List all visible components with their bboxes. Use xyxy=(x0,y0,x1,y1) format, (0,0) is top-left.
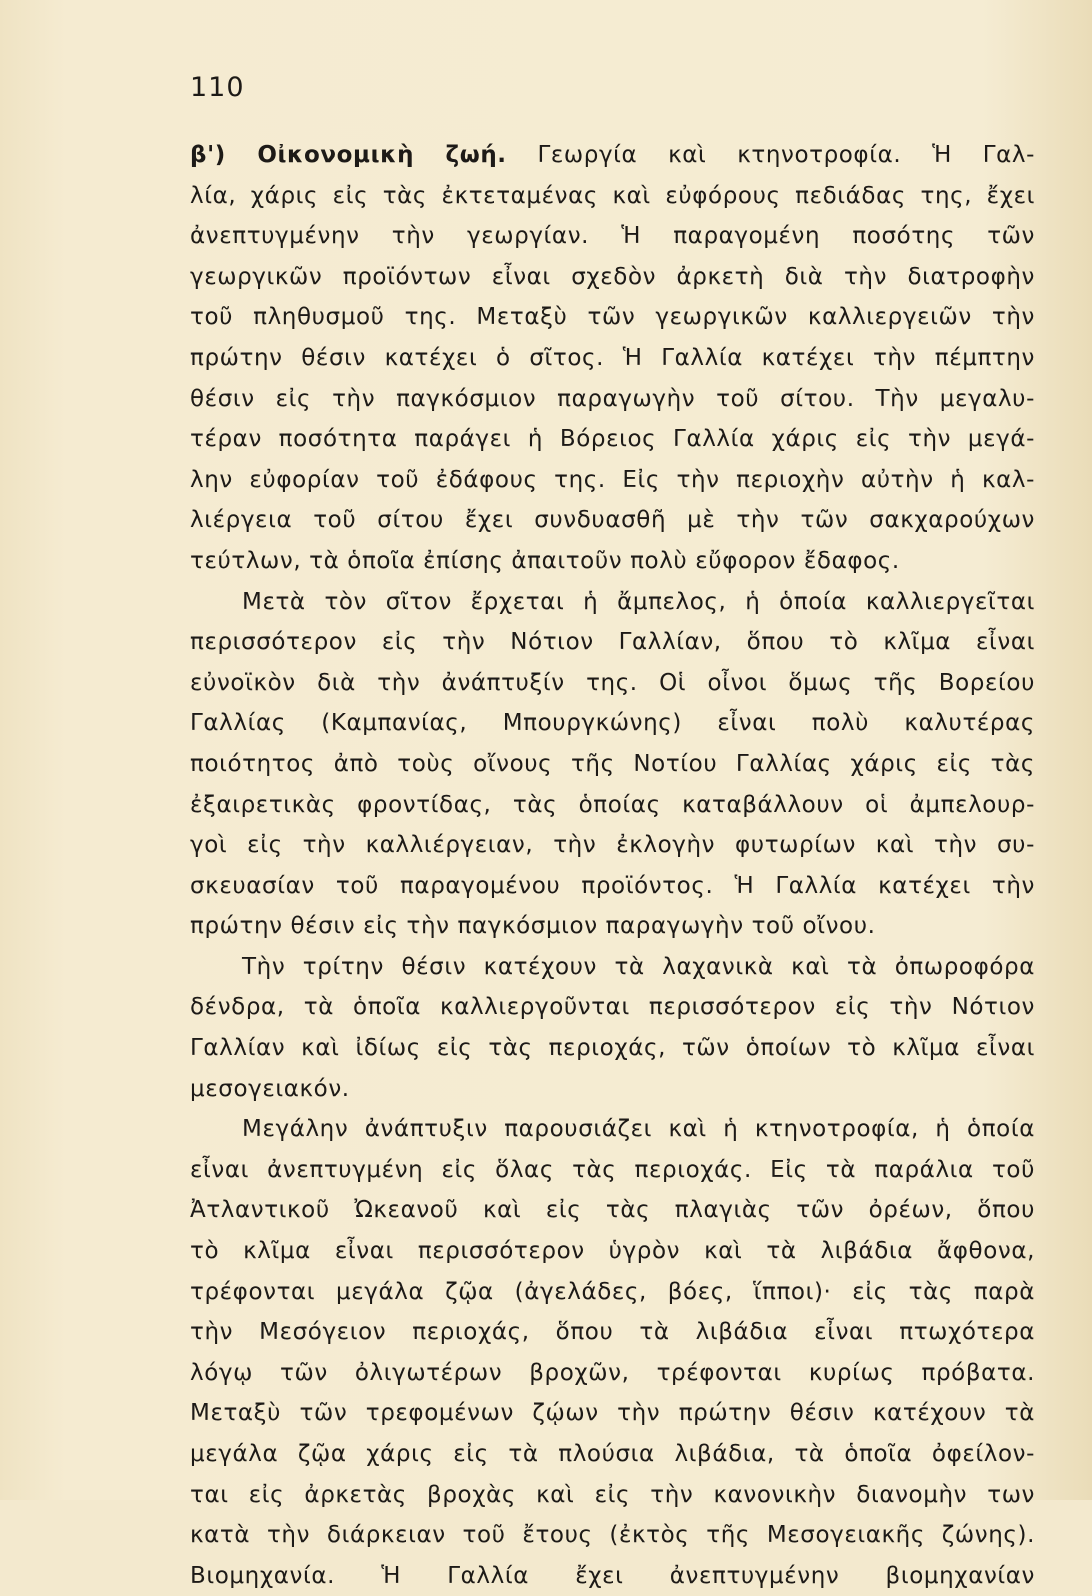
text-line xyxy=(190,785,1035,826)
line-text: Τὴν τρίτην θέσιν κατέχουν τὰ λαχανικὰ καὶ τὰ ὀπωροφόρα xyxy=(242,953,1035,980)
line-text: Μεταξὺ τῶν τρεφομένων ζῴων τὴν πρώτην θέσιν κατέχουν τὰ xyxy=(190,1400,1035,1427)
line-text: λία, χάρις εἰς τὰς ἐκτεταμένας καὶ εὐφόρους πεδιάδας της, ἔχει xyxy=(190,182,1035,209)
line-text: τέραν ποσότητα παράγει ἡ Βόρειος Γαλλία χάρις εἰς τὴν μεγά- xyxy=(190,426,1035,453)
line-text: λην εὐφορίαν τοῦ ἐδάφους της. Εἰς τὴν περιοχὴν αὐτὴν ἡ καλ- xyxy=(190,466,1035,493)
line-text: τὴν Μεσόγειον περιοχάς, ὅπου τὰ λιβάδια εἶναι πτωχότερα xyxy=(190,1319,1035,1346)
text-line xyxy=(190,500,1035,541)
line-text: τρέφονται μεγάλα ζῷα (ἀγελάδες, βόες, ἵπποι)· εἰς τὰς παρὰ xyxy=(190,1278,1035,1305)
line-text: εὐνοϊκὸν διὰ τὴν ἀνάπτυξίν της. Οἱ οἶνοι ὅμως τῆς Βορείου xyxy=(190,669,1035,696)
line-text: περισσότερον εἰς τὴν Νότιον Γαλλίαν, ὅπου τὸ κλῖμα εἶναι xyxy=(190,629,1035,656)
line-text: ἀνεπτυγμένην τὴν γεωργίαν. Ἡ παραγομένη ποσότης τῶν xyxy=(190,223,1035,250)
text-line xyxy=(190,338,1035,379)
text-line xyxy=(190,703,1035,744)
line-text: πρώτην θέσιν εἰς τὴν παγκόσμιον παραγωγὴν τοῦ οἴνου. xyxy=(190,913,876,940)
line-text: εἶναι ἀνεπτυγμένη εἰς ὅλας τὰς περιοχάς. Εἰς τὰ παράλια τοῦ xyxy=(190,1156,1035,1183)
text-line xyxy=(190,1190,1035,1231)
text-line xyxy=(190,1272,1035,1313)
text-line xyxy=(190,257,1035,298)
line-text: τὸ κλῖμα εἶναι περισσότερον ὑγρὸν καὶ τὰ λιβάδια ἄφθονα, xyxy=(190,1238,1035,1265)
text-line xyxy=(190,1150,1035,1191)
text-line xyxy=(190,460,1035,501)
text-line xyxy=(190,825,1035,866)
text-line xyxy=(190,1069,1035,1110)
line-text: πρώτην θέσιν κατέχει ὁ σῖτος. Ἡ Γαλλία κατέχει τὴν πέμπτην xyxy=(190,344,1035,371)
text-line xyxy=(190,1028,1035,1069)
text-line xyxy=(190,582,1035,623)
line-text: μεσογειακόν. xyxy=(190,1075,350,1102)
text-line xyxy=(190,1515,1035,1556)
line-text: λόγῳ τῶν ὀλιγωτέρων βροχῶν, τρέφονται κυρίως πρόβατα. xyxy=(190,1359,1035,1386)
text-line xyxy=(190,135,1035,176)
line-text: Γαλλίαν καὶ ἰδίως εἰς τὰς περιοχάς, τῶν ὁποίων τὸ κλῖμα εἶναι xyxy=(190,1035,1035,1062)
line-text: Βιομηχανία. Ἡ Γαλλία ἔχει ἀνεπτυγμένην βιομηχανίαν xyxy=(190,1562,1035,1589)
text-line xyxy=(190,297,1035,338)
line-text: τεύτλων, τὰ ὁποῖα ἐπίσης ἀπαιτοῦν πολὺ εὔφορον ἔδαφος. xyxy=(190,547,900,574)
text-line xyxy=(190,1231,1035,1272)
text-line xyxy=(190,866,1035,907)
text-line xyxy=(190,379,1035,420)
line-text: Μετὰ τὸν σῖτον ἔρχεται ἡ ἄμπελος, ἡ ὁποία καλλιεργεῖται xyxy=(242,588,1035,615)
text-line xyxy=(190,541,1035,582)
text-line xyxy=(190,1393,1035,1434)
line-text: μεγάλα ζῷα χάρις εἰς τὰ πλούσια λιβάδια, τὰ ὁποῖα ὀφείλον- xyxy=(190,1441,1035,1467)
body-text xyxy=(190,135,1035,1596)
text-line xyxy=(190,987,1035,1028)
text-line xyxy=(190,906,1035,947)
line-text: Ἀτλαντικοῦ Ὠκεανοῦ καὶ εἰς τὰς πλαγιὰς τῶν ὀρέων, ὅπου xyxy=(190,1197,1035,1224)
text-line xyxy=(190,947,1035,988)
line-text: Μεγάλην ἀνάπτυξιν παρουσιάζει καὶ ἡ κτηνοτροφία, ἡ ὁποία xyxy=(242,1116,1035,1143)
line-text: ποιότητος ἀπὸ τοὺς οἴνους τῆς Νοτίου Γαλλίας χάρις εἰς τὰς xyxy=(190,750,1035,777)
text-line xyxy=(190,1353,1035,1394)
text-line xyxy=(190,622,1035,663)
line-text: ται εἰς ἀρκετὰς βροχὰς καὶ εἰς τὴν κανονικὴν διανομὴν των xyxy=(190,1481,1035,1508)
line-text: Γαλλίας (Καμπανίας, Μπουργκώνης) εἶναι πολὺ καλυτέρας xyxy=(190,710,1035,737)
text-line xyxy=(190,1475,1035,1516)
line-text: θέσιν εἰς τὴν παγκόσμιον παραγωγὴν τοῦ σίτου. Τὴν μεγαλυ- xyxy=(190,385,1035,412)
line-text: ἐξαιρετικὰς φροντίδας, τὰς ὁποίας καταβάλλουν οἱ ἀμπελουρ- xyxy=(190,791,1035,818)
text-line xyxy=(190,216,1035,257)
line-text: κατὰ τὴν διάρκειαν τοῦ ἔτους (ἐκτὸς τῆς Μεσογειακῆς ζώνης). xyxy=(190,1522,1035,1549)
text-line xyxy=(190,176,1035,217)
line-text: σκευασίαν τοῦ παραγομένου προϊόντος. Ἡ Γαλλία κατέχει τὴν xyxy=(190,872,1035,899)
line-text: δένδρα, τὰ ὁποῖα καλλιεργοῦνται περισσότερον εἰς τὴν Νότιον xyxy=(190,994,1035,1021)
page-number: 110 xyxy=(190,72,245,103)
line-text: τοῦ πληθυσμοῦ της. Μεταξὺ τῶν γεωργικῶν καλλιεργειῶν τὴν xyxy=(190,304,1035,331)
text-line xyxy=(190,663,1035,704)
text-line xyxy=(190,744,1035,785)
line-text: λιέργεια τοῦ σίτου ἔχει συνδυασθῆ μὲ τὴν τῶν σακχαρούχων xyxy=(190,507,1035,534)
text-line xyxy=(190,1312,1035,1353)
text-line xyxy=(190,1556,1035,1596)
text-line xyxy=(190,1109,1035,1150)
text-line xyxy=(190,419,1035,460)
line-text: γοὶ εἰς τὴν καλλιέργειαν, τὴν ἐκλογὴν φυτωρίων καὶ τὴν συ- xyxy=(190,832,1035,859)
section-heading: β') Οἰκονομικὴ ζωή. xyxy=(190,142,507,168)
line-text: Γεωργία καὶ κτηνοτροφία. Ἡ Γαλ- xyxy=(506,142,1035,168)
line-text: γεωργικῶν προϊόντων εἶναι σχεδὸν ἀρκετὴ διὰ τὴν διατροφὴν xyxy=(190,263,1035,290)
text-line xyxy=(190,1434,1035,1475)
